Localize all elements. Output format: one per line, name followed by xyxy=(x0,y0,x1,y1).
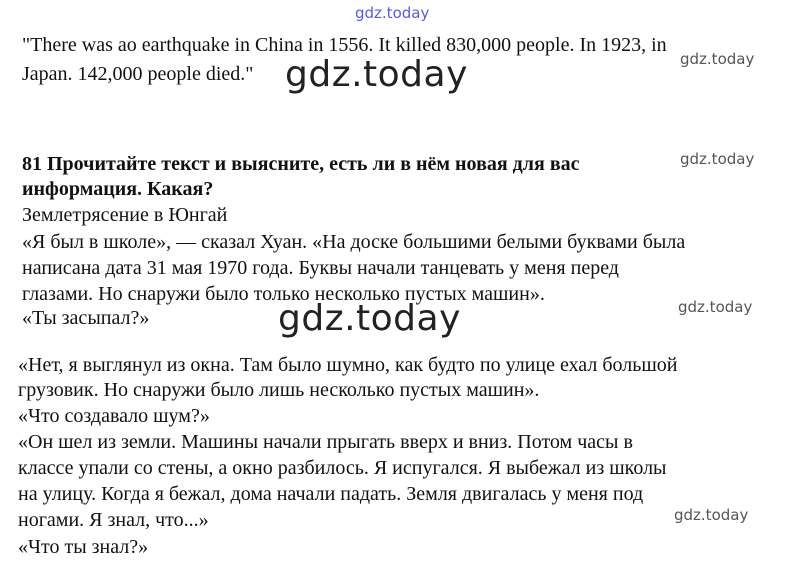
text-line-9: классе упали со стены, а окно разбилось. Я испугался. Я выбежал из школы xyxy=(18,457,667,479)
english-quote-line-2: Japan. 142,000 people died." xyxy=(22,63,254,85)
text-line-10: на улицу. Когда я бежал, дома начали падать. Земля двигалась у меня под xyxy=(18,483,644,505)
text-line-11: ногами. Я знал, что...» xyxy=(18,509,209,531)
text-line-8: «Он шел из земли. Машины начали прыгать вверх и вниз. Потом часы в xyxy=(18,431,633,453)
text-line-4: «Ты засыпал?» xyxy=(22,307,150,329)
english-quote-line-1: "There was ao earthquake in China in 1556. It killed 830,000 people. In 1923, in xyxy=(22,34,667,56)
text-line-12: «Что ты знал?» xyxy=(18,536,149,558)
watermark-large-1: gdz.today xyxy=(285,54,468,95)
text-line-2: написана дата 31 мая 1970 года. Буквы начали танцевать у меня перед xyxy=(22,257,619,279)
task-heading-line-1: 81 Прочитайте текст и выясните, есть ли в нём новая для вас xyxy=(22,153,580,175)
text-line-3: глазами. Но снаружи было только несколько пустых машин». xyxy=(22,283,545,305)
watermark-small-2: gdz.today xyxy=(680,150,755,168)
text-line-1: «Я был в школе», — сказал Хуан. «На доске большими белыми буквами была xyxy=(22,231,686,253)
watermark-large-2: gdz.today xyxy=(278,298,461,339)
text-line-6: грузовик. Но снаружи было лишь несколько пустых машин». xyxy=(18,379,540,401)
watermark-small-3: gdz.today xyxy=(678,298,753,316)
text-title: Землетрясение в Юнгай xyxy=(22,204,228,226)
task-heading-line-2: информация. Какая? xyxy=(22,178,214,200)
watermark-small-1: gdz.today xyxy=(680,50,755,68)
text-line-5: «Нет, я выглянул из окна. Там было шумно, как будто по улице ехал большой xyxy=(18,354,678,376)
watermark-small-4: gdz.today xyxy=(674,506,749,524)
text-line-7: «Что создавало шум?» xyxy=(18,405,210,427)
watermark-top: gdz.today xyxy=(355,4,430,22)
